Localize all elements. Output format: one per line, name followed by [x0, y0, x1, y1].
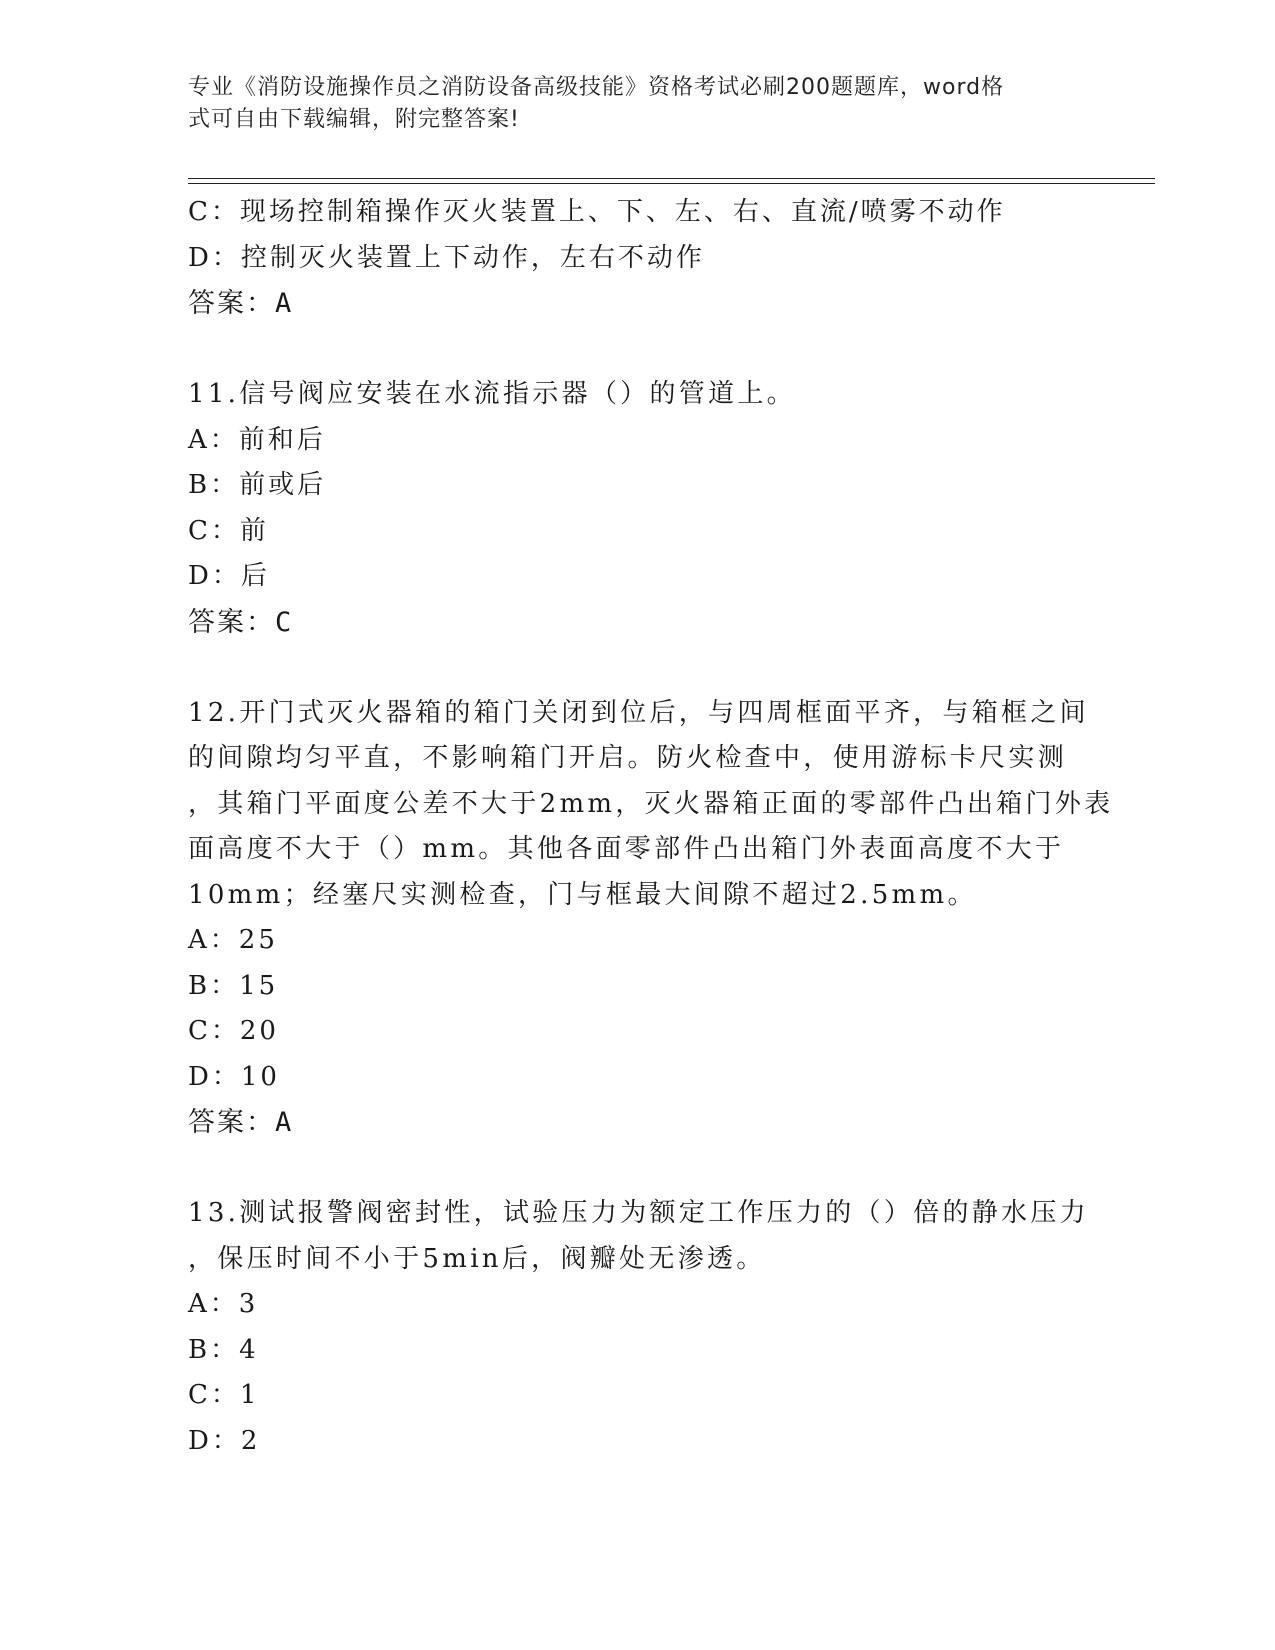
option-b: B：前或后 [188, 470, 327, 500]
question-stem-line: 12.开门式灭火器箱的箱门关闭到位后，与四周框面平齐，与箱框之间 [188, 697, 1089, 728]
question-13 [188, 1191, 1088, 1464]
question-content [188, 190, 1114, 1464]
option-a: A：前和后 [188, 424, 326, 455]
spacer [188, 327, 1088, 373]
question-stem-line: 面高度不大于（）mm。其他各面零部件凸出箱门外表面高度不大于 [188, 834, 1065, 864]
option-d: D：2 [188, 1425, 261, 1456]
question-stem-line: 的间隙均匀平直，不影响箱门开启。防火检查中，使用游标卡尺实测 [188, 743, 1068, 773]
option-a: A：25 [188, 925, 278, 955]
answer-value: A [275, 288, 294, 319]
document-header [188, 72, 1068, 136]
option-c: C：20 [188, 1016, 279, 1046]
question-stem-line: 13.测试报警阀密封性，试验压力为额定工作压力的（）倍的静水压力 [188, 1198, 1089, 1228]
continued-question [188, 190, 1088, 327]
option-c: C：1 [188, 1380, 260, 1410]
answer-label: 答案： [188, 288, 275, 319]
option-a: A：3 [188, 1289, 259, 1319]
answer-line [188, 1100, 1088, 1146]
question-stem-line: 11.信号阀应安装在水流指示器（）的管道上。 [188, 379, 796, 409]
header-title-line-2: 式可自由下载编辑，附完整答案! [188, 107, 520, 132]
option-c: C：前 [188, 515, 269, 546]
question-12 [188, 691, 1114, 1146]
header-title-line-1: 专业《消防设施操作员之消防设备高级技能》资格考试必刷200题题库，word格 [188, 75, 1005, 100]
header-divider-top [188, 178, 1155, 179]
spacer [188, 1146, 1088, 1192]
answer-line [188, 600, 1088, 646]
question-stem-line: 10mm；经塞尺实测检查，门与框最大间隙不超过2.5mm。 [188, 879, 977, 910]
header-divider-bottom [188, 183, 1155, 184]
question-stem-line: ，保压时间不小于5min后，阀瓣处无渗透。 [188, 1243, 766, 1274]
option-d: D：后 [188, 561, 270, 591]
answer-line [188, 281, 1088, 327]
question-stem-line: ，其箱门平面度公差不大于2mm，灭火器箱正面的零部件凸出箱门外表 [188, 788, 1114, 819]
option-c: C：现场控制箱操作灭火装置上、下、左、右、直流/喷雾不动作 [188, 197, 1006, 227]
answer-label: 答案： [188, 1107, 275, 1138]
option-b: B：4 [188, 1334, 259, 1365]
question-stem [188, 372, 1088, 418]
question-11 [188, 372, 1088, 645]
answer-value: A [275, 1107, 294, 1138]
question-stem [188, 691, 1114, 919]
option-d: D：控制灭火装置上下动作，左右不动作 [188, 242, 705, 273]
answer-value: C [275, 606, 294, 638]
answer-label: 答案： [188, 606, 275, 638]
question-stem [188, 1191, 1088, 1282]
option-d: D：10 [188, 1061, 280, 1092]
spacer [188, 645, 1088, 691]
option-b: B：15 [188, 970, 279, 1001]
